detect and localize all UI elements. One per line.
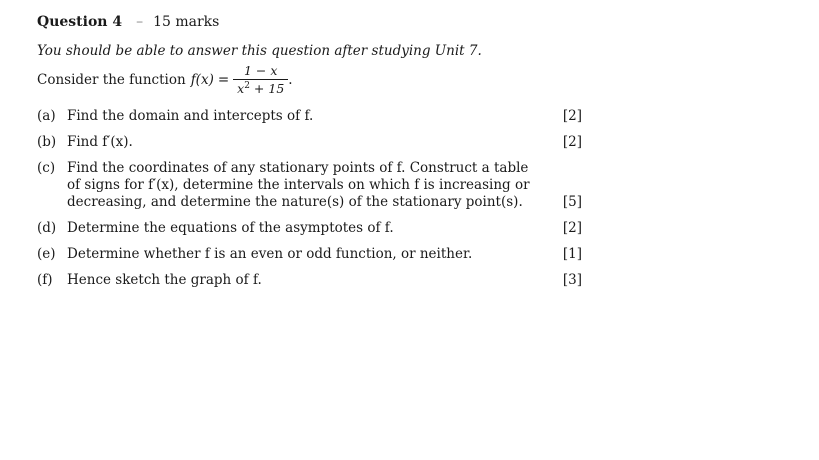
denominator-exponent: 2 [244,81,250,92]
part-text: Determine whether f is an even or odd function, or neither. [67,246,473,262]
part-text: Determine the equations of the asymptotes of f. [67,220,394,236]
part-label: (b) [37,134,57,150]
part-text: Find f′(x). [67,134,133,150]
study-note: You should be able to answer this question after studying Unit 7. [37,43,482,59]
part-marks: [2] [562,220,582,236]
part-marks: [2] [562,134,582,150]
part-label: (f) [37,272,53,288]
part-e [37,246,582,263]
part-f [37,272,582,289]
end-punctuation: . [288,72,293,89]
consider-text: Consider the function [37,72,186,89]
question-marks: 15 marks [153,14,220,30]
function-name: f(x) [190,72,214,89]
question-parts [37,108,582,298]
question-header [37,14,219,30]
part-marks: [3] [562,272,582,288]
part-label: (d) [37,220,57,236]
part-label: (c) [37,160,56,176]
part-marks: [5] [562,194,582,210]
part-marks: [2] [562,108,582,124]
fraction-denominator [233,79,288,97]
fraction-numerator: 1 − x [244,63,278,78]
part-label: (e) [37,246,56,262]
part-label: (a) [37,108,56,124]
function-definition [37,64,293,97]
part-b [37,134,582,151]
part-text: Find the domain and intercepts of f. [67,108,314,124]
part-a [37,108,582,125]
denominator-rest: + 15 [249,81,285,97]
denominator-base: x [237,81,245,97]
header-separator: – [136,14,144,30]
function-fraction [233,64,288,97]
equals-sign: = [217,72,230,89]
part-d [37,220,582,237]
part-text: Find the coordinates of any stationary points of f. Construct a table of signs for f′(x), determine the intervals on which f is increasing or decreasing, and determine the nature(s) of the stationary point(s). [67,160,530,210]
part-c [37,160,582,211]
part-marks: [1] [562,246,582,262]
question-number: Question 4 [37,14,123,30]
part-text: Hence sketch the graph of f. [67,272,262,288]
